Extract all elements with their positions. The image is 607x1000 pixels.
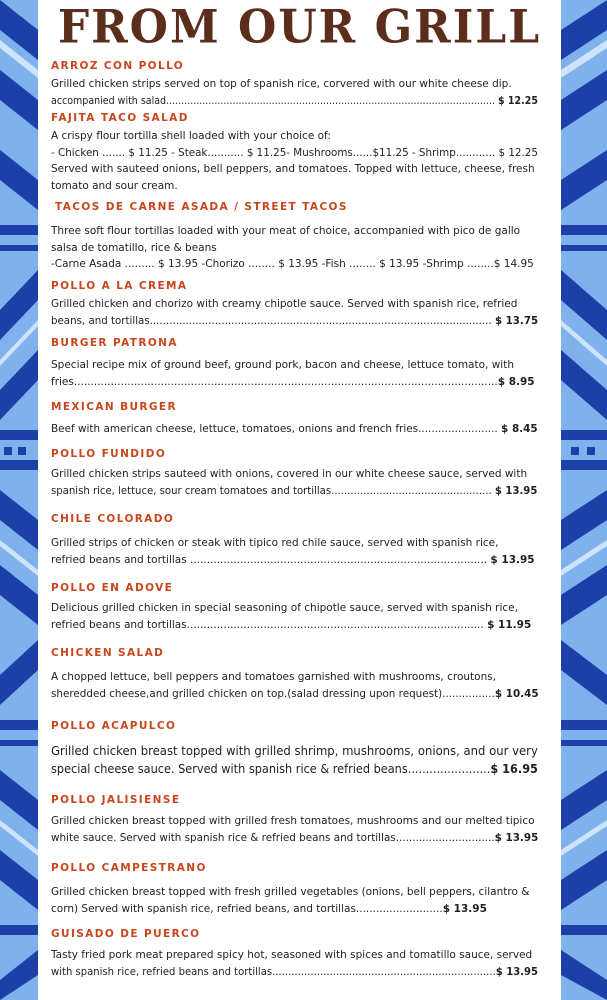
- menu-item-pollo-a-la-crema: [51, 280, 538, 329]
- menu-item-pollo-en-adove: [51, 582, 538, 633]
- item-price: $ 13.95: [495, 965, 538, 978]
- item-price: $ 13.75: [494, 314, 539, 327]
- desc-line-text: beans, and tortillas.........................................................................................................: [51, 314, 492, 327]
- desc-line: [51, 552, 538, 569]
- desc-line: [51, 686, 539, 703]
- desc-line: Grilled chicken breast topped with fresh grilled vegetables (onions, bell peppers, cilantro &: [51, 886, 530, 898]
- desc-line-text: corn) Served with spanish rice, refried beans, and tortillas..........................: [51, 902, 443, 915]
- desc-line: Grilled chicken strips served on top of spanish rice, corvered with our white cheese dip.: [51, 78, 512, 90]
- desc-line: Grilled chicken and chorizo with creamy chipotle sauce. Served with spanish rice, refried: [51, 298, 518, 310]
- desc-line-text: Beef with american cheese, lettuce, tomatoes, onions and french fries........................: [51, 423, 498, 435]
- item-price: $ 13.95: [442, 902, 487, 915]
- item-name: POLLO CAMPESTRANO: [51, 862, 207, 874]
- item-description: [51, 813, 538, 846]
- item-name: GUISADO DE PUERCO: [51, 928, 201, 940]
- desc-line-text: special cheese sauce. Served with spanish rice & refried beans.......................: [51, 762, 491, 776]
- desc-line: -Carne Asada ......... $ 13.95 -Chorizo ........ $ 13.95 -Fish ........ $ 13.95 -Shrimp ........$ 14.95: [51, 258, 534, 270]
- desc-line-text: with spanish rice, refried beans and tortillas......................................................................: [51, 965, 496, 978]
- item-description: [51, 600, 538, 633]
- desc-line: [51, 313, 539, 330]
- menu-page: [38, 0, 561, 1000]
- desc-line-text: fries...............................................................................................................................: [51, 375, 498, 388]
- menu-item-tacos-de-carne-asada: [51, 201, 538, 273]
- item-description: [51, 947, 538, 980]
- desc-line: Three soft flour tortillas loaded with your meat of choice, accompanied with pico de gallo: [51, 225, 521, 237]
- item-name: POLLO ACAPULCO: [51, 720, 177, 732]
- item-description: [51, 296, 538, 329]
- desc-line-text: white sauce. Served with spanish rice & refried beans and tortillas..............................: [51, 831, 495, 844]
- desc-line: Grilled strips of chicken or steak with tipico red chile sauce, served with spanish rice,: [51, 537, 499, 549]
- desc-line: [51, 483, 538, 500]
- menu-item-burger-patrona: [51, 337, 538, 390]
- item-name: CHICKEN SALAD: [51, 647, 165, 659]
- desc-line: tomato and sour cream.: [51, 179, 178, 192]
- desc-line: Special recipe mix of ground beef, ground pork, bacon and cheese, lettuce tomato, with: [51, 359, 514, 371]
- item-description: [51, 76, 538, 109]
- desc-line: [51, 617, 538, 634]
- item-description: [51, 357, 538, 390]
- item-name: POLLO A LA CREMA: [51, 280, 188, 292]
- item-name: POLLO FUNDIDO: [51, 448, 167, 460]
- item-name: TACOS DE CARNE ASADA / STREET TACOS: [55, 201, 348, 213]
- item-description: [51, 535, 538, 568]
- item-price: $ 13.95: [490, 553, 535, 566]
- item-description: [51, 128, 538, 194]
- desc-line: [51, 830, 539, 847]
- desc-line: [51, 964, 538, 981]
- item-description: [51, 742, 538, 778]
- desc-line-text: refried beans and tortillas .........................................................................................: [51, 553, 488, 566]
- menu-item-guisado-de-puerco: [51, 928, 538, 980]
- menu-item-mexican-burger: [51, 401, 538, 438]
- left-border-pattern: [0, 0, 38, 1000]
- menu-item-arroz-con-pollo: [51, 60, 538, 109]
- item-price: $ 12.25: [497, 94, 538, 107]
- desc-line: [51, 421, 538, 438]
- desc-line: Grilled chicken strips sauteed with onions, covered in our white cheese sauce, served with: [51, 468, 528, 480]
- item-name: FAJITA TACO SALAD: [51, 112, 189, 124]
- item-price: $ 10.45: [494, 687, 539, 700]
- desc-line-text: sheredded cheese,and grilled chicken on top.(salad dressing upon request)................: [51, 687, 495, 700]
- menu-item-chile-colorado: [51, 513, 538, 568]
- item-name: BURGER PATRONA: [51, 337, 178, 349]
- item-name: MEXICAN BURGER: [51, 401, 177, 413]
- desc-line: [51, 374, 538, 391]
- item-description: [51, 669, 538, 702]
- desc-line: Grilled chicken breast topped with grilled shrimp, mushrooms, onions, and our very: [51, 744, 538, 758]
- item-description: [51, 223, 538, 273]
- menu-item-pollo-campestrano: [51, 862, 538, 917]
- desc-line: [51, 901, 538, 918]
- item-description: [51, 884, 538, 917]
- right-border-pattern: [561, 0, 607, 1000]
- menu-item-chicken-salad: [51, 647, 538, 702]
- item-name: CHILE COLORADO: [51, 513, 175, 525]
- item-price: $ 16.95: [490, 762, 538, 776]
- item-description: [51, 466, 538, 499]
- desc-line-text: spanish rice, lettuce, sour cream tomatoes and tortillas..................................................: [51, 484, 492, 497]
- menu-item-pollo-jalisiense: [51, 794, 538, 846]
- desc-line: [51, 93, 538, 110]
- item-description: [51, 421, 538, 438]
- desc-line-text: accompanied with salad.............................................................................................................: [51, 94, 495, 107]
- menu-title: FROM OUR GRILL: [57, 0, 542, 55]
- item-price: $ 8.95: [497, 375, 535, 388]
- desc-line-text: refried beans and tortillas.........................................................................................: [51, 618, 484, 631]
- item-name: POLLO JALISIENSE: [51, 794, 181, 806]
- item-price: $ 13.95: [494, 831, 539, 844]
- desc-line: Delicious grilled chicken in special seasoning of chipotle sauce, served with spanish rice,: [51, 602, 518, 614]
- item-name: POLLO EN ADOVE: [51, 582, 174, 594]
- item-price: $ 8.45: [501, 423, 538, 435]
- desc-line: salsa de tomatillo, rice & beans: [51, 241, 217, 254]
- menu-item-fajita-taco-salad: [51, 112, 538, 194]
- menu-item-pollo-fundido: [51, 448, 538, 499]
- item-price: $ 11.95: [487, 618, 532, 631]
- desc-line: Served with sauteed onions, bell peppers, and tomatoes. Topped with lettuce, cheese, fresh: [51, 163, 535, 175]
- item-name: ARROZ CON POLLO: [51, 60, 185, 72]
- desc-line: Grilled chicken breast topped with grilled fresh tomatoes, mushrooms and our melted tipico: [51, 815, 535, 827]
- menu-item-pollo-acapulco: [51, 720, 538, 778]
- desc-line: A crispy flour tortilla shell loaded with your choice of:: [51, 130, 331, 142]
- desc-line: A chopped lettuce, bell peppers and tomatoes garnished with mushrooms, croutons,: [51, 671, 497, 683]
- desc-line: Tasty fried pork meat prepared spicy hot, seasoned with spices and tomatillo sauce, served: [51, 949, 533, 961]
- desc-line: [51, 760, 538, 778]
- item-price: $ 13.95: [494, 484, 538, 497]
- desc-line: - Chicken ....... $ 11.25 - Steak........... $ 11.25- Mushrooms......$11.25 - Shrimp............ $ 12.25: [51, 146, 538, 159]
